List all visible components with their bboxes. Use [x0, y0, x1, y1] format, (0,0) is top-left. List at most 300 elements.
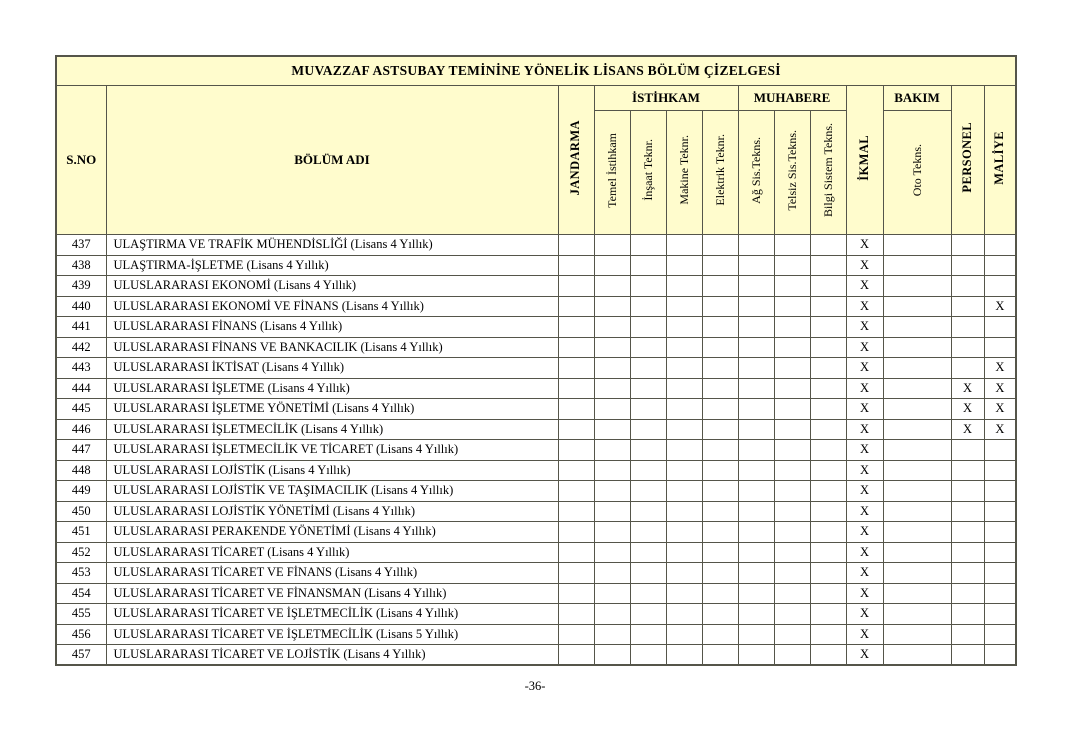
cell-bilgi_sistem_tekns [810, 440, 846, 461]
cell-insaat_teknr [630, 378, 666, 399]
cell-personel [951, 296, 984, 317]
col-header-label: Telsiz Sis.Tekns. [784, 129, 799, 211]
cell-bolum: ULUSLARARASI EKONOMİ (Lisans 4 Yıllık) [106, 276, 558, 297]
col-header-label: Temel İstihkam [604, 132, 619, 208]
cell-insaat_teknr [630, 337, 666, 358]
table-row [56, 645, 1016, 666]
cell-insaat_teknr [630, 542, 666, 563]
cell-maliye [984, 235, 1016, 256]
cell-bolum: ULUSLARARASI LOJİSTİK (Lisans 4 Yıllık) [106, 460, 558, 481]
table-row [56, 399, 1016, 420]
cell-maliye: X [984, 296, 1016, 317]
cell-makine_teknr [666, 501, 702, 522]
cell-sno: 449 [56, 481, 106, 502]
cell-bolum: ULUSLARARASI TİCARET (Lisans 4 Yıllık) [106, 542, 558, 563]
cell-ag_sis_tekns [738, 624, 774, 645]
cell-personel [951, 276, 984, 297]
cell-jandarma [558, 255, 594, 276]
cell-sno: 457 [56, 645, 106, 666]
cell-ag_sis_tekns [738, 460, 774, 481]
cell-elektrik_teknr [702, 481, 738, 502]
col-header-label: Makine Teknr. [676, 135, 691, 205]
cell-bolum: ULUSLARARASI TİCARET VE FİNANS (Lisans 4 Yıllık) [106, 563, 558, 584]
col-header-bolum: BÖLÜM ADI [106, 86, 558, 235]
cell-maliye [984, 460, 1016, 481]
cell-insaat_teknr [630, 399, 666, 420]
col-header-temel_istihkam [594, 111, 630, 235]
cell-personel [951, 337, 984, 358]
cell-ag_sis_tekns [738, 645, 774, 666]
cell-maliye [984, 563, 1016, 584]
cell-bolum: ULUSLARARASI EKONOMİ VE FİNANS (Lisans 4 Yıllık) [106, 296, 558, 317]
cell-telsiz_sis_tekns [774, 440, 810, 461]
col-header-insaat_teknr [630, 111, 666, 235]
cell-maliye [984, 522, 1016, 543]
cell-makine_teknr [666, 563, 702, 584]
cell-temel_istihkam [594, 624, 630, 645]
cell-insaat_teknr [630, 481, 666, 502]
cell-elektrik_teknr [702, 460, 738, 481]
cell-bilgi_sistem_tekns [810, 255, 846, 276]
cell-ikmal: X [846, 378, 883, 399]
col-header-personel [951, 86, 984, 235]
cell-maliye [984, 542, 1016, 563]
col-header-maliye [984, 86, 1016, 235]
cell-personel: X [951, 419, 984, 440]
cell-oto_tekns [883, 522, 951, 543]
cell-bilgi_sistem_tekns [810, 235, 846, 256]
cell-maliye: X [984, 399, 1016, 420]
cell-maliye: X [984, 378, 1016, 399]
cell-temel_istihkam [594, 460, 630, 481]
table-row [56, 583, 1016, 604]
cell-bilgi_sistem_tekns [810, 317, 846, 338]
cell-temel_istihkam [594, 337, 630, 358]
cell-temel_istihkam [594, 255, 630, 276]
cell-oto_tekns [883, 563, 951, 584]
cell-jandarma [558, 440, 594, 461]
cell-ikmal: X [846, 542, 883, 563]
cell-telsiz_sis_tekns [774, 460, 810, 481]
cell-personel [951, 358, 984, 379]
cell-makine_teknr [666, 399, 702, 420]
cell-ikmal: X [846, 419, 883, 440]
col-header-jandarma [558, 86, 594, 235]
cell-jandarma [558, 481, 594, 502]
cell-ag_sis_tekns [738, 378, 774, 399]
cell-maliye [984, 501, 1016, 522]
cell-ikmal: X [846, 235, 883, 256]
cell-sno: 453 [56, 563, 106, 584]
cell-personel [951, 460, 984, 481]
cell-elektrik_teknr [702, 358, 738, 379]
cell-insaat_teknr [630, 624, 666, 645]
cell-elektrik_teknr [702, 563, 738, 584]
cell-personel [951, 440, 984, 461]
cell-ikmal: X [846, 440, 883, 461]
cell-ag_sis_tekns [738, 542, 774, 563]
cell-bolum: ULUSLARARASI FİNANS (Lisans 4 Yıllık) [106, 317, 558, 338]
cell-telsiz_sis_tekns [774, 235, 810, 256]
table-row [56, 604, 1016, 625]
cell-elektrik_teknr [702, 276, 738, 297]
cell-bilgi_sistem_tekns [810, 624, 846, 645]
cell-jandarma [558, 460, 594, 481]
col-header-ikmal [846, 86, 883, 235]
cell-sno: 443 [56, 358, 106, 379]
cell-makine_teknr [666, 583, 702, 604]
cell-bilgi_sistem_tekns [810, 501, 846, 522]
cell-bilgi_sistem_tekns [810, 645, 846, 666]
cell-bilgi_sistem_tekns [810, 337, 846, 358]
cell-bilgi_sistem_tekns [810, 399, 846, 420]
cell-temel_istihkam [594, 378, 630, 399]
cell-bilgi_sistem_tekns [810, 419, 846, 440]
cell-oto_tekns [883, 235, 951, 256]
cell-makine_teknr [666, 604, 702, 625]
col-header-label: JANDARMA [568, 119, 583, 196]
cell-oto_tekns [883, 645, 951, 666]
lisans-bolum-table [55, 55, 1017, 666]
cell-bilgi_sistem_tekns [810, 296, 846, 317]
cell-elektrik_teknr [702, 399, 738, 420]
group-header-muhabere: MUHABERE [738, 86, 846, 111]
cell-temel_istihkam [594, 583, 630, 604]
cell-makine_teknr [666, 296, 702, 317]
cell-oto_tekns [883, 358, 951, 379]
cell-ag_sis_tekns [738, 481, 774, 502]
col-header-label: Oto Tekns. [909, 143, 924, 197]
cell-bolum: ULUSLARARASI İŞLETMECİLİK (Lisans 4 Yıllık) [106, 419, 558, 440]
cell-oto_tekns [883, 296, 951, 317]
cell-bilgi_sistem_tekns [810, 604, 846, 625]
col-header-label: İnşaat Teknr. [640, 139, 655, 201]
col-header-label: MALİYE [992, 130, 1007, 185]
cell-insaat_teknr [630, 583, 666, 604]
cell-oto_tekns [883, 501, 951, 522]
cell-makine_teknr [666, 317, 702, 338]
table-row [56, 378, 1016, 399]
cell-oto_tekns [883, 378, 951, 399]
cell-ikmal: X [846, 255, 883, 276]
cell-bilgi_sistem_tekns [810, 460, 846, 481]
cell-bolum: ULUSLARARASI TİCARET VE İŞLETMECİLİK (Lisans 5 Yıllık) [106, 624, 558, 645]
cell-temel_istihkam [594, 604, 630, 625]
cell-personel [951, 522, 984, 543]
cell-personel: X [951, 399, 984, 420]
cell-sno: 451 [56, 522, 106, 543]
cell-maliye [984, 317, 1016, 338]
cell-temel_istihkam [594, 501, 630, 522]
cell-maliye [984, 276, 1016, 297]
cell-maliye: X [984, 358, 1016, 379]
cell-telsiz_sis_tekns [774, 624, 810, 645]
cell-ag_sis_tekns [738, 604, 774, 625]
col-header-label: İKMAL [856, 134, 871, 181]
cell-sno: 441 [56, 317, 106, 338]
col-header-sno: S.NO [56, 86, 106, 235]
cell-jandarma [558, 645, 594, 666]
cell-sno: 445 [56, 399, 106, 420]
cell-ikmal: X [846, 563, 883, 584]
table-row [56, 563, 1016, 584]
cell-jandarma [558, 276, 594, 297]
cell-jandarma [558, 235, 594, 256]
cell-temel_istihkam [594, 276, 630, 297]
cell-ag_sis_tekns [738, 317, 774, 338]
cell-jandarma [558, 542, 594, 563]
cell-temel_istihkam [594, 296, 630, 317]
cell-elektrik_teknr [702, 645, 738, 666]
cell-makine_teknr [666, 522, 702, 543]
table-row [56, 501, 1016, 522]
cell-ag_sis_tekns [738, 399, 774, 420]
cell-telsiz_sis_tekns [774, 563, 810, 584]
col-header-label: Bilgi Sistem Tekns. [820, 123, 835, 217]
cell-bilgi_sistem_tekns [810, 583, 846, 604]
col-header-ag_sis_tekns [738, 111, 774, 235]
cell-temel_istihkam [594, 419, 630, 440]
cell-elektrik_teknr [702, 235, 738, 256]
cell-oto_tekns [883, 419, 951, 440]
cell-oto_tekns [883, 604, 951, 625]
cell-ikmal: X [846, 399, 883, 420]
cell-insaat_teknr [630, 255, 666, 276]
cell-ikmal: X [846, 522, 883, 543]
cell-elektrik_teknr [702, 522, 738, 543]
cell-makine_teknr [666, 419, 702, 440]
cell-telsiz_sis_tekns [774, 276, 810, 297]
cell-temel_istihkam [594, 440, 630, 461]
cell-jandarma [558, 358, 594, 379]
cell-temel_istihkam [594, 399, 630, 420]
cell-oto_tekns [883, 624, 951, 645]
cell-insaat_teknr [630, 645, 666, 666]
cell-elektrik_teknr [702, 337, 738, 358]
cell-insaat_teknr [630, 235, 666, 256]
cell-bilgi_sistem_tekns [810, 522, 846, 543]
cell-jandarma [558, 419, 594, 440]
cell-bolum: ULUSLARARASI PERAKENDE YÖNETİMİ (Lisans 4 Yıllık) [106, 522, 558, 543]
cell-ikmal: X [846, 358, 883, 379]
cell-insaat_teknr [630, 460, 666, 481]
cell-elektrik_teknr [702, 604, 738, 625]
cell-elektrik_teknr [702, 583, 738, 604]
cell-telsiz_sis_tekns [774, 317, 810, 338]
cell-telsiz_sis_tekns [774, 645, 810, 666]
cell-telsiz_sis_tekns [774, 378, 810, 399]
cell-ag_sis_tekns [738, 563, 774, 584]
cell-maliye [984, 481, 1016, 502]
cell-ag_sis_tekns [738, 235, 774, 256]
cell-personel [951, 583, 984, 604]
cell-sno: 456 [56, 624, 106, 645]
cell-temel_istihkam [594, 481, 630, 502]
cell-bolum: ULUSLARARASI İKTİSAT (Lisans 4 Yıllık) [106, 358, 558, 379]
col-header-telsiz_sis_tekns [774, 111, 810, 235]
cell-jandarma [558, 501, 594, 522]
cell-telsiz_sis_tekns [774, 296, 810, 317]
cell-ag_sis_tekns [738, 358, 774, 379]
cell-ag_sis_tekns [738, 583, 774, 604]
cell-insaat_teknr [630, 563, 666, 584]
cell-oto_tekns [883, 460, 951, 481]
cell-personel [951, 542, 984, 563]
cell-bolum: ULUSLARARASI İŞLETME YÖNETİMİ (Lisans 4 Yıllık) [106, 399, 558, 420]
cell-bolum: ULUSLARARASI TİCARET VE İŞLETMECİLİK (Lisans 4 Yıllık) [106, 604, 558, 625]
cell-bolum: ULAŞTIRMA VE TRAFİK MÜHENDİSLİĞİ (Lisans 4 Yıllık) [106, 235, 558, 256]
cell-sno: 437 [56, 235, 106, 256]
cell-sno: 447 [56, 440, 106, 461]
cell-makine_teknr [666, 542, 702, 563]
cell-ikmal: X [846, 624, 883, 645]
cell-telsiz_sis_tekns [774, 604, 810, 625]
cell-elektrik_teknr [702, 419, 738, 440]
cell-jandarma [558, 378, 594, 399]
cell-bolum: ULAŞTIRMA-İŞLETME (Lisans 4 Yıllık) [106, 255, 558, 276]
cell-personel [951, 604, 984, 625]
cell-insaat_teknr [630, 358, 666, 379]
cell-bolum: ULUSLARARASI TİCARET VE FİNANSMAN (Lisans 4 Yıllık) [106, 583, 558, 604]
cell-makine_teknr [666, 358, 702, 379]
cell-oto_tekns [883, 399, 951, 420]
cell-maliye [984, 604, 1016, 625]
cell-oto_tekns [883, 583, 951, 604]
cell-bilgi_sistem_tekns [810, 481, 846, 502]
cell-maliye [984, 255, 1016, 276]
cell-temel_istihkam [594, 563, 630, 584]
group-header-istihkam: İSTİHKAM [594, 86, 738, 111]
cell-personel: X [951, 378, 984, 399]
page-number: -36- [524, 679, 546, 693]
cell-telsiz_sis_tekns [774, 542, 810, 563]
cell-bolum: ULUSLARARASI FİNANS VE BANKACILIK (Lisans 4 Yıllık) [106, 337, 558, 358]
cell-sno: 448 [56, 460, 106, 481]
cell-ag_sis_tekns [738, 419, 774, 440]
cell-bilgi_sistem_tekns [810, 276, 846, 297]
cell-personel [951, 624, 984, 645]
cell-makine_teknr [666, 460, 702, 481]
table-row [56, 624, 1016, 645]
cell-sno: 450 [56, 501, 106, 522]
cell-ikmal: X [846, 317, 883, 338]
cell-ikmal: X [846, 276, 883, 297]
cell-ag_sis_tekns [738, 296, 774, 317]
cell-sno: 440 [56, 296, 106, 317]
table-row [56, 317, 1016, 338]
cell-jandarma [558, 317, 594, 338]
cell-insaat_teknr [630, 501, 666, 522]
cell-temel_istihkam [594, 235, 630, 256]
cell-ag_sis_tekns [738, 255, 774, 276]
cell-jandarma [558, 604, 594, 625]
cell-temel_istihkam [594, 522, 630, 543]
cell-maliye [984, 583, 1016, 604]
cell-telsiz_sis_tekns [774, 419, 810, 440]
cell-oto_tekns [883, 337, 951, 358]
cell-bolum: ULUSLARARASI LOJİSTİK VE TAŞIMACILIK (Lisans 4 Yıllık) [106, 481, 558, 502]
cell-bolum: ULUSLARARASI LOJİSTİK YÖNETİMİ (Lisans 4 Yıllık) [106, 501, 558, 522]
cell-jandarma [558, 624, 594, 645]
cell-ikmal: X [846, 481, 883, 502]
cell-telsiz_sis_tekns [774, 255, 810, 276]
cell-ag_sis_tekns [738, 440, 774, 461]
cell-insaat_teknr [630, 317, 666, 338]
table-title: MUVAZZAF ASTSUBAY TEMİNİNE YÖNELİK LİSANS BÖLÜM ÇİZELGESİ [56, 56, 1016, 86]
cell-maliye: X [984, 419, 1016, 440]
cell-sno: 454 [56, 583, 106, 604]
cell-bolum: ULUSLARARASI İŞLETMECİLİK VE TİCARET (Lisans 4 Yıllık) [106, 440, 558, 461]
col-header-label: Elektrik Teknr. [712, 134, 727, 206]
cell-elektrik_teknr [702, 624, 738, 645]
cell-makine_teknr [666, 378, 702, 399]
cell-maliye [984, 440, 1016, 461]
cell-bilgi_sistem_tekns [810, 542, 846, 563]
cell-ag_sis_tekns [738, 276, 774, 297]
cell-telsiz_sis_tekns [774, 583, 810, 604]
cell-temel_istihkam [594, 358, 630, 379]
cell-maliye [984, 337, 1016, 358]
cell-telsiz_sis_tekns [774, 358, 810, 379]
table-row [56, 255, 1016, 276]
table-row [56, 337, 1016, 358]
cell-insaat_teknr [630, 440, 666, 461]
col-header-elektrik_teknr [702, 111, 738, 235]
cell-elektrik_teknr [702, 378, 738, 399]
cell-temel_istihkam [594, 542, 630, 563]
cell-makine_teknr [666, 481, 702, 502]
cell-oto_tekns [883, 276, 951, 297]
col-header-makine_teknr [666, 111, 702, 235]
cell-jandarma [558, 337, 594, 358]
cell-ikmal: X [846, 337, 883, 358]
cell-makine_teknr [666, 337, 702, 358]
table-row [56, 419, 1016, 440]
cell-maliye [984, 645, 1016, 666]
cell-insaat_teknr [630, 522, 666, 543]
cell-personel [951, 255, 984, 276]
cell-telsiz_sis_tekns [774, 501, 810, 522]
cell-sno: 455 [56, 604, 106, 625]
col-header-oto_tekns [883, 111, 951, 235]
cell-jandarma [558, 522, 594, 543]
cell-sno: 444 [56, 378, 106, 399]
cell-ag_sis_tekns [738, 522, 774, 543]
cell-makine_teknr [666, 276, 702, 297]
cell-sno: 442 [56, 337, 106, 358]
cell-makine_teknr [666, 624, 702, 645]
cell-insaat_teknr [630, 276, 666, 297]
cell-telsiz_sis_tekns [774, 337, 810, 358]
cell-elektrik_teknr [702, 317, 738, 338]
cell-jandarma [558, 399, 594, 420]
cell-elektrik_teknr [702, 296, 738, 317]
cell-temel_istihkam [594, 317, 630, 338]
cell-elektrik_teknr [702, 501, 738, 522]
cell-oto_tekns [883, 440, 951, 461]
cell-ag_sis_tekns [738, 337, 774, 358]
cell-temel_istihkam [594, 645, 630, 666]
cell-telsiz_sis_tekns [774, 399, 810, 420]
col-header-label: Ağ Sis.Tekns. [748, 136, 763, 204]
cell-insaat_teknr [630, 296, 666, 317]
cell-bolum: ULUSLARARASI İŞLETME (Lisans 4 Yıllık) [106, 378, 558, 399]
table-row [56, 296, 1016, 317]
table-row [56, 460, 1016, 481]
table-row [56, 542, 1016, 563]
table-row [56, 276, 1016, 297]
cell-personel [951, 317, 984, 338]
